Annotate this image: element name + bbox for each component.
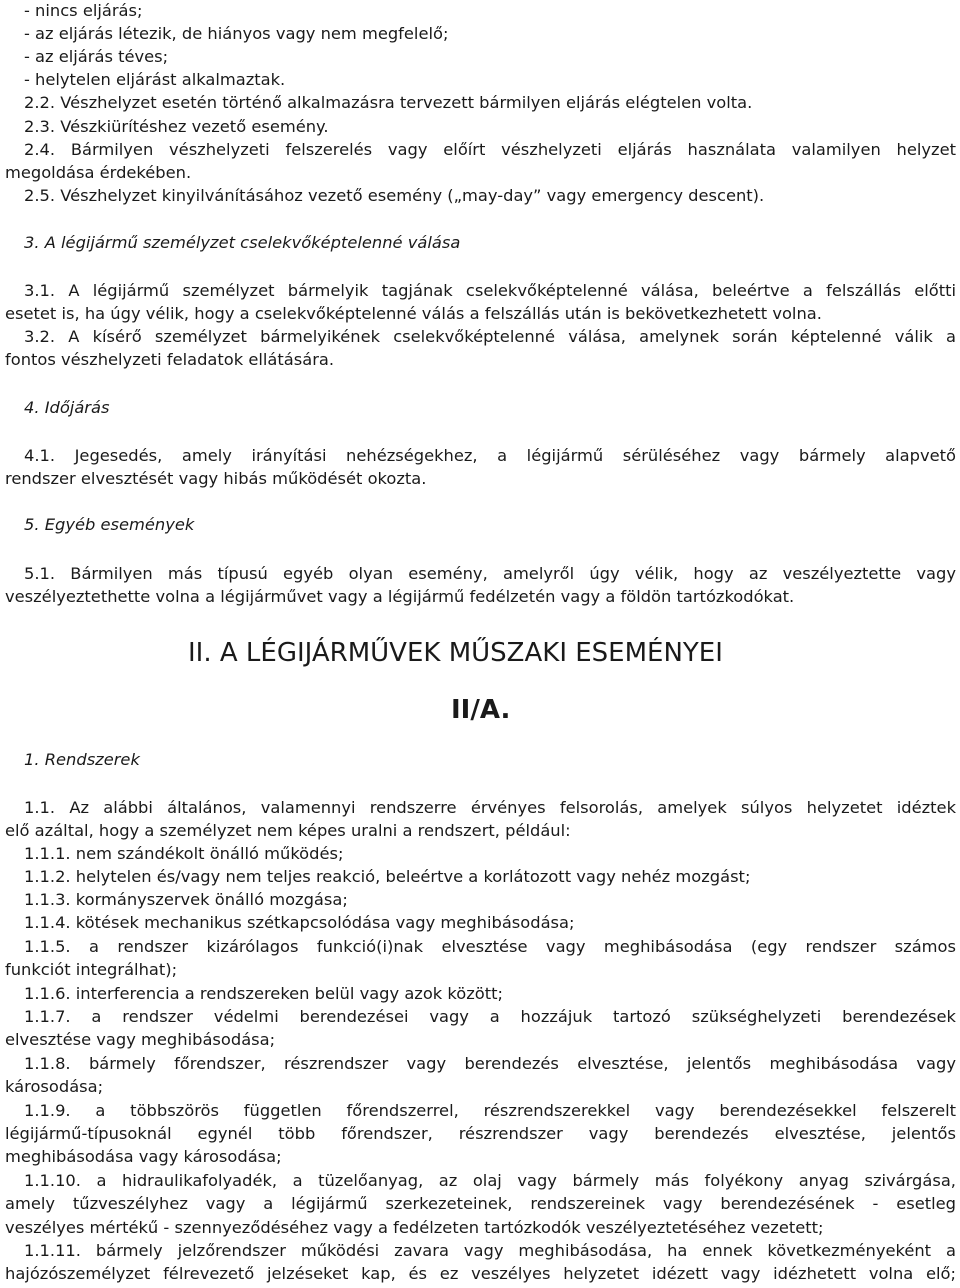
paragraph-2-4-cont: megoldása érdekében.	[5, 163, 192, 182]
section-heading-3: 3. A légijármű személyzet cselekvőképtelenné válása	[24, 233, 461, 252]
list-item-cont: károsodása;	[5, 1077, 104, 1096]
paragraph-5-1: 5.1. Bármilyen más típusú egyéb olyan esemény, amelyről úgy vélik, hogy az veszélyeztette vagy	[24, 564, 956, 583]
list-item-cont: hajózószemélyzet félrevezető jelzéseket kap, és ez veszélyes helyzetet idézett vagy idézhetett volna elő;	[5, 1264, 956, 1283]
paragraph-3-2-cont: fontos vészhelyzeti feladatok ellátására.	[5, 350, 335, 369]
section-heading-4: 4. Időjárás	[24, 398, 110, 417]
paragraph-4-1-cont: rendszer elvesztését vagy hibás működését okozta.	[5, 469, 427, 488]
paragraph-3-2: 3.2. A kísérő személyzet bármelyikének cselekvőképtelenné válása, amelynek során képtelenné válik a	[24, 327, 956, 346]
list-item: 1.1.2. helytelen és/vagy nem teljes reakció, beleértve a korlátozott vagy nehéz mozgást;	[24, 867, 751, 886]
list-item: 1.1.9. a többszörös független főrendszerrel, részrendszerekkel vagy berendezésekkel felszerelt	[24, 1101, 956, 1120]
paragraph-2-5: 2.5. Vészhelyzet kinyilvánításához vezető esemény („may-day” vagy emergency descent).	[24, 186, 765, 205]
list-item: 1.1.11. bármely jelzőrendszer működési zavara vagy meghibásodása, ha ennek következményeként a	[24, 1241, 956, 1260]
list-item-cont: veszélyes mértékű - szennyeződéséhez vagy a fedélzeten tartózkodók veszélyeztetéséhez vezetett;	[5, 1218, 824, 1237]
list-item: 1.1.7. a rendszer védelmi berendezései vagy a hozzájuk tartozó szükséghelyzeti berendezések	[24, 1007, 956, 1026]
section-heading-1: 1. Rendszerek	[24, 750, 140, 769]
list-item: - helytelen eljárást alkalmaztak.	[24, 70, 286, 89]
list-item-cont: meghibásodása vagy károsodása;	[5, 1147, 282, 1166]
paragraph-3-1-cont: esetet is, ha úgy vélik, hogy a cselekvőképtelenné válás a felszállás után is bekövetkezhetett volna.	[5, 304, 822, 323]
paragraph-1-1-cont: elő azáltal, hogy a személyzet nem képes uralni a rendszert, például:	[5, 821, 571, 840]
list-item: - az eljárás téves;	[24, 47, 169, 66]
paragraph-3-1: 3.1. A légijármű személyzet bármelyik tagjának cselekvőképtelenné válása, beleértve a felszállás előtti	[24, 281, 956, 300]
paragraph-2-4: 2.4. Bármilyen vészhelyzeti felszerelés vagy előírt vészhelyzeti eljárás használata valamilyen helyzet	[24, 140, 956, 159]
list-item-cont: funkciót integrálhat);	[5, 960, 178, 979]
paragraph-1-1: 1.1. Az alábbi általános, valamennyi rendszerre érvényes felsorolás, amelyek súlyos helyzetet idéztek	[24, 798, 956, 817]
list-item: 1.1.8. bármely főrendszer, részrendszer vagy berendezés elvesztése, jelentős meghibásodása vagy	[24, 1054, 956, 1073]
list-item: 1.1.4. kötések mechanikus szétkapcsolódása vagy meghibásodása;	[24, 913, 575, 932]
paragraph-2-3: 2.3. Vészkiürítéshez vezető esemény.	[24, 117, 329, 136]
paragraph-5-1-cont: veszélyeztethette volna a légijárművet vagy a légijármű fedélzetén vagy a földön tartózkodókat.	[5, 587, 795, 606]
list-item: 1.1.1. nem szándékolt önálló működés;	[24, 844, 344, 863]
list-item: 1.1.6. interferencia a rendszereken belül vagy azok között;	[24, 984, 503, 1003]
list-item: - nincs eljárás;	[24, 1, 143, 20]
chapter-heading: II. A LÉGIJÁRMŰVEK MŰSZAKI ESEMÉNYEI	[188, 638, 723, 668]
list-item-cont: légijármű-típusoknál egynél több főrendszer, részrendszer vagy berendezés elvesztése, jelentős	[5, 1124, 956, 1143]
paragraph-2-2: 2.2. Vészhelyzet esetén történő alkalmazásra tervezett bármilyen eljárás elégtelen volta.	[24, 93, 753, 112]
paragraph-4-1: 4.1. Jegesedés, amely irányítási nehézségekhez, a légijármű sérüléséhez vagy bármely alapvető	[24, 446, 956, 465]
list-item: 1.1.10. a hidraulikafolyadék, a tüzelőanyag, az olaj vagy bármely más folyékony anyag szivárgása,	[24, 1171, 956, 1190]
list-item-cont: amely tűzveszélyhez vagy a légijármű szerkezeteinek, rendszereinek vagy berendezésének - esetleg	[5, 1194, 956, 1213]
section-heading-5: 5. Egyéb események	[24, 515, 195, 534]
part-heading: II/A.	[451, 695, 511, 725]
list-item: 1.1.5. a rendszer kizárólagos funkció(i)nak elvesztése vagy meghibásodása (egy rendszer számos	[24, 937, 956, 956]
list-item: - az eljárás létezik, de hiányos vagy nem megfelelő;	[24, 24, 449, 43]
list-item: 1.1.3. kormányszervek önálló mozgása;	[24, 890, 348, 909]
list-item-cont: elvesztése vagy meghibásodása;	[5, 1030, 276, 1049]
